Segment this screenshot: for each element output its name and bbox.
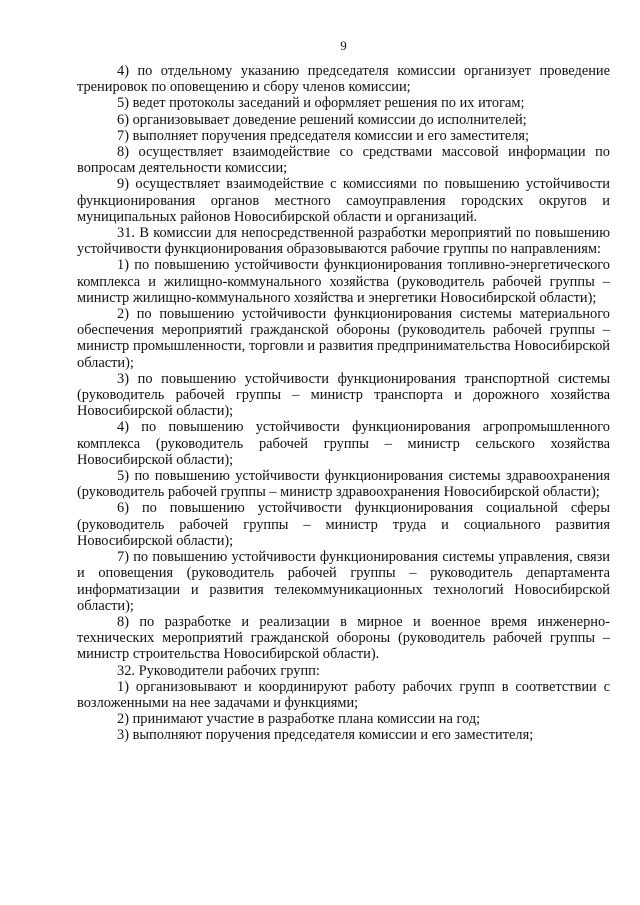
paragraph-item-9-commissions: 9) осуществляет взаимодействие с комиссиями по повышению устойчивости функционирования органов местного самоуправления городских округов и муниципальных районов Новосибирской области и организаций. [77, 176, 610, 225]
page-number: 9 [340, 38, 347, 53]
paragraph-group-1-energy: 1) по повышению устойчивости функционирования топливно-энергетического комплекса и жилищно-коммунального хозяйства (руководитель рабочей группы – министр жилищно-коммунального хозяйства и энергетики Новосибирской области); [77, 257, 610, 306]
document-page [77, 38, 610, 744]
paragraph-group-3-transport: 3) по повышению устойчивости функционирования транспортной системы (руководитель рабочей группы – министр транспорта и дорожного хозяйства Новосибирской области); [77, 370, 610, 420]
paragraph-item-4-training: 4) по отдельному указанию председателя комиссии организует проведение тренировок по оповещению и сбору членов комиссии; [77, 63, 610, 96]
paragraph-group-4-agro: 4) по повышению устойчивости функционирования агропромышленного комплекса (руководитель рабочей группы – министр сельского хозяйства Новосибирской области); [77, 419, 610, 468]
paragraph-section-31: 31. В комиссии для непосредственной разработки мероприятий по повышению устойчивости функционирования образовываются рабочие группы по направлениям: [77, 225, 610, 258]
paragraph-group-2-material: 2) по повышению устойчивости функционирования системы материального обеспечения мероприятий гражданской обороны (руководитель рабочей группы – министр промышленности, торговли и развития предпринимательства Новосибирской области); [77, 306, 610, 371]
paragraph-item-5-protocols: 5) ведет протоколы заседаний и оформляет решения по их итогам; [117, 95, 525, 112]
paragraph-leaders-item-1: 1) организовывают и координируют работу рабочих групп в соответствии с возложенными на нее задачами и функциями; [77, 678, 610, 711]
paragraph-group-6-social: 6) по повышению устойчивости функционирования социальной сферы (руководитель рабочей группы – министр труда и социального развития Новосибирской области); [77, 500, 610, 549]
paragraph-group-7-communications: 7) по повышению устойчивости функционирования системы управления, связи и оповещения (руководитель рабочей группы – руководитель департамента информатизации и развития телекоммуникационных технологий Новосибирской области); [77, 549, 610, 614]
paragraph-leaders-item-3: 3) выполняют поручения председателя комиссии и его заместителя; [117, 727, 534, 744]
paragraph-item-6-decisions: 6) организовывает доведение решений комиссии до исполнителей; [117, 111, 527, 128]
paragraph-group-5-health: 5) по повышению устойчивости функционирования системы здравоохранения (руководитель рабочей группы – министр здравоохранения Новосибирской области); [77, 468, 610, 501]
paragraph-item-8-media: 8) осуществляет взаимодействие со средствами массовой информации по вопросам деятельности комиссии; [77, 144, 610, 177]
paragraph-group-8-engineering: 8) по разработке и реализации в мирное и военное время инженерно-технических мероприятий гражданской обороны (руководитель рабочей группы – министр строительства Новосибирской области). [77, 613, 610, 663]
paragraph-item-7-orders: 7) выполняет поручения председателя комиссии и его заместителя; [117, 127, 530, 144]
paragraph-section-32: 32. Руководители рабочих групп: [117, 662, 320, 679]
paragraph-leaders-item-2: 2) принимают участие в разработке плана комиссии на год; [117, 711, 481, 728]
